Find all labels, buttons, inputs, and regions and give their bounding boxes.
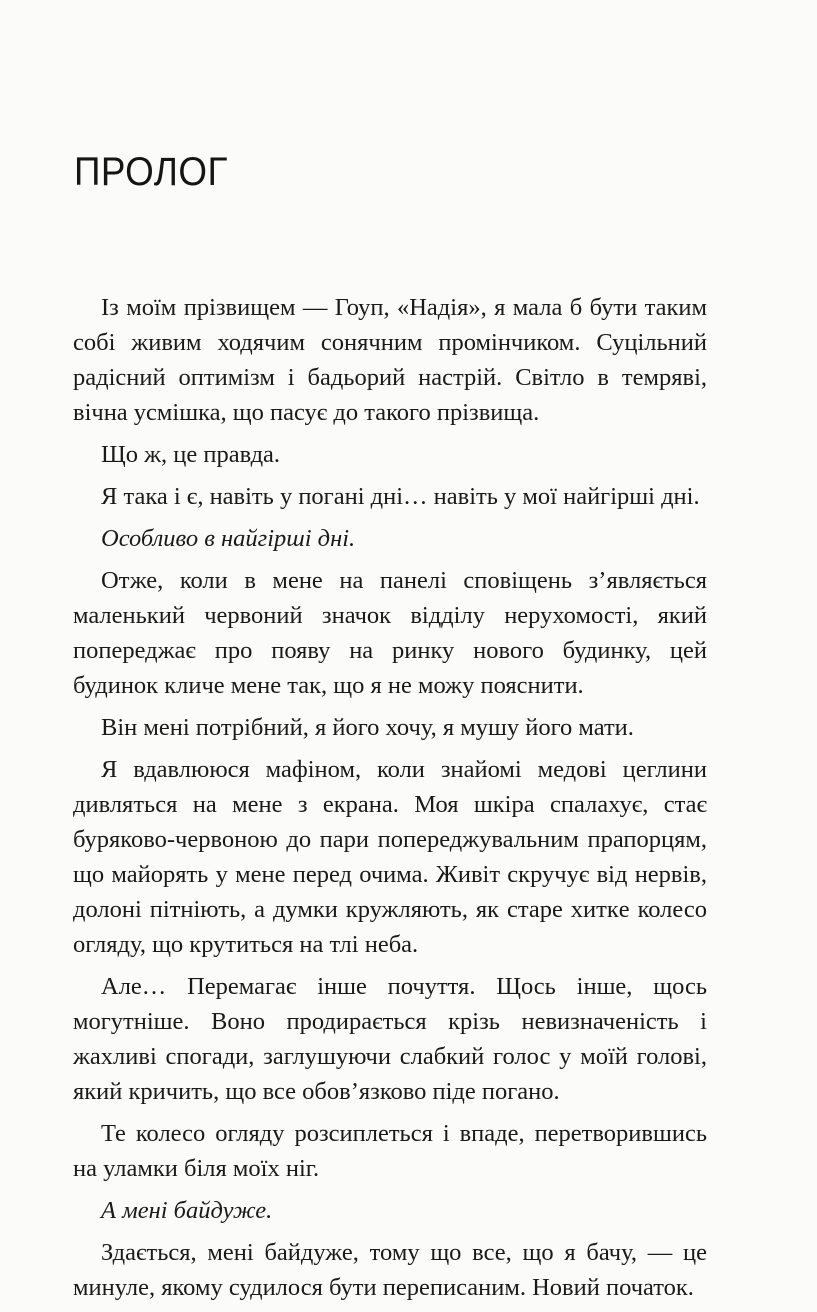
body-text [73, 290, 707, 1312]
paragraph: Я така і є, навіть у погані дні… навіть у мої найгірші дні. [101, 483, 700, 510]
chapter-title: ПРОЛОГ [74, 150, 228, 194]
paragraph: Я вдавлююся мафіном, коли знайомі медові цеглини дивляться на мене з екрана. Моя шкіра спалахує, стає буряково-червоною до пари попереджувальним прапорцям, що майорять у мене перед очима. Живіт скручує від нервів, долоні пітніють, а думки кружляють, як старе хиткe колесо огляду, що крутиться на тлі неба. [73, 756, 707, 958]
paragraph: Отже, коли в мене на панелі сповіщень з’являється маленький червоний значок відділу нерухомості, який попереджає про появу на ринку нового будинку, цей будинок кличе мене так, що я не можу пояснити. [73, 567, 707, 699]
paragraph: Те колесо огляду розсиплеться і впаде, перетворившись на уламки біля моїх ніг. [73, 1120, 707, 1182]
paragraph: Він мені потрібний, я його хочу, я мушу його мати. [101, 714, 634, 741]
paragraph-italic: Особливо в найгірші дні. [101, 525, 356, 552]
paragraph-italic: А мені байдуже. [101, 1197, 273, 1224]
paragraph: Але… Перемагає інше почуття. Щось інше, щось могутніше. Воно продирається крізь невизначеність і жахливі спогади, заглушуючи слабкий голос у моїй голові, який кричить, що все обов’язково піде погано. [73, 973, 707, 1105]
paragraph: Із моїм прізвищем — Гоуп, «Надія», я мала б бути таким собі живим ходячим сонячним промінчиком. Суцільний радісний оптимізм і бадьорий настрій. Світло в темряві, вічна усмішка, що пасує до такого прізвища. [73, 294, 707, 426]
paragraph: Що ж, це правда. [101, 441, 281, 468]
paragraph: Здається, мені байдуже, тому що все, що я бачу, — це минуле, якому судилося бути переписаним. Новий початок. [73, 1239, 707, 1301]
